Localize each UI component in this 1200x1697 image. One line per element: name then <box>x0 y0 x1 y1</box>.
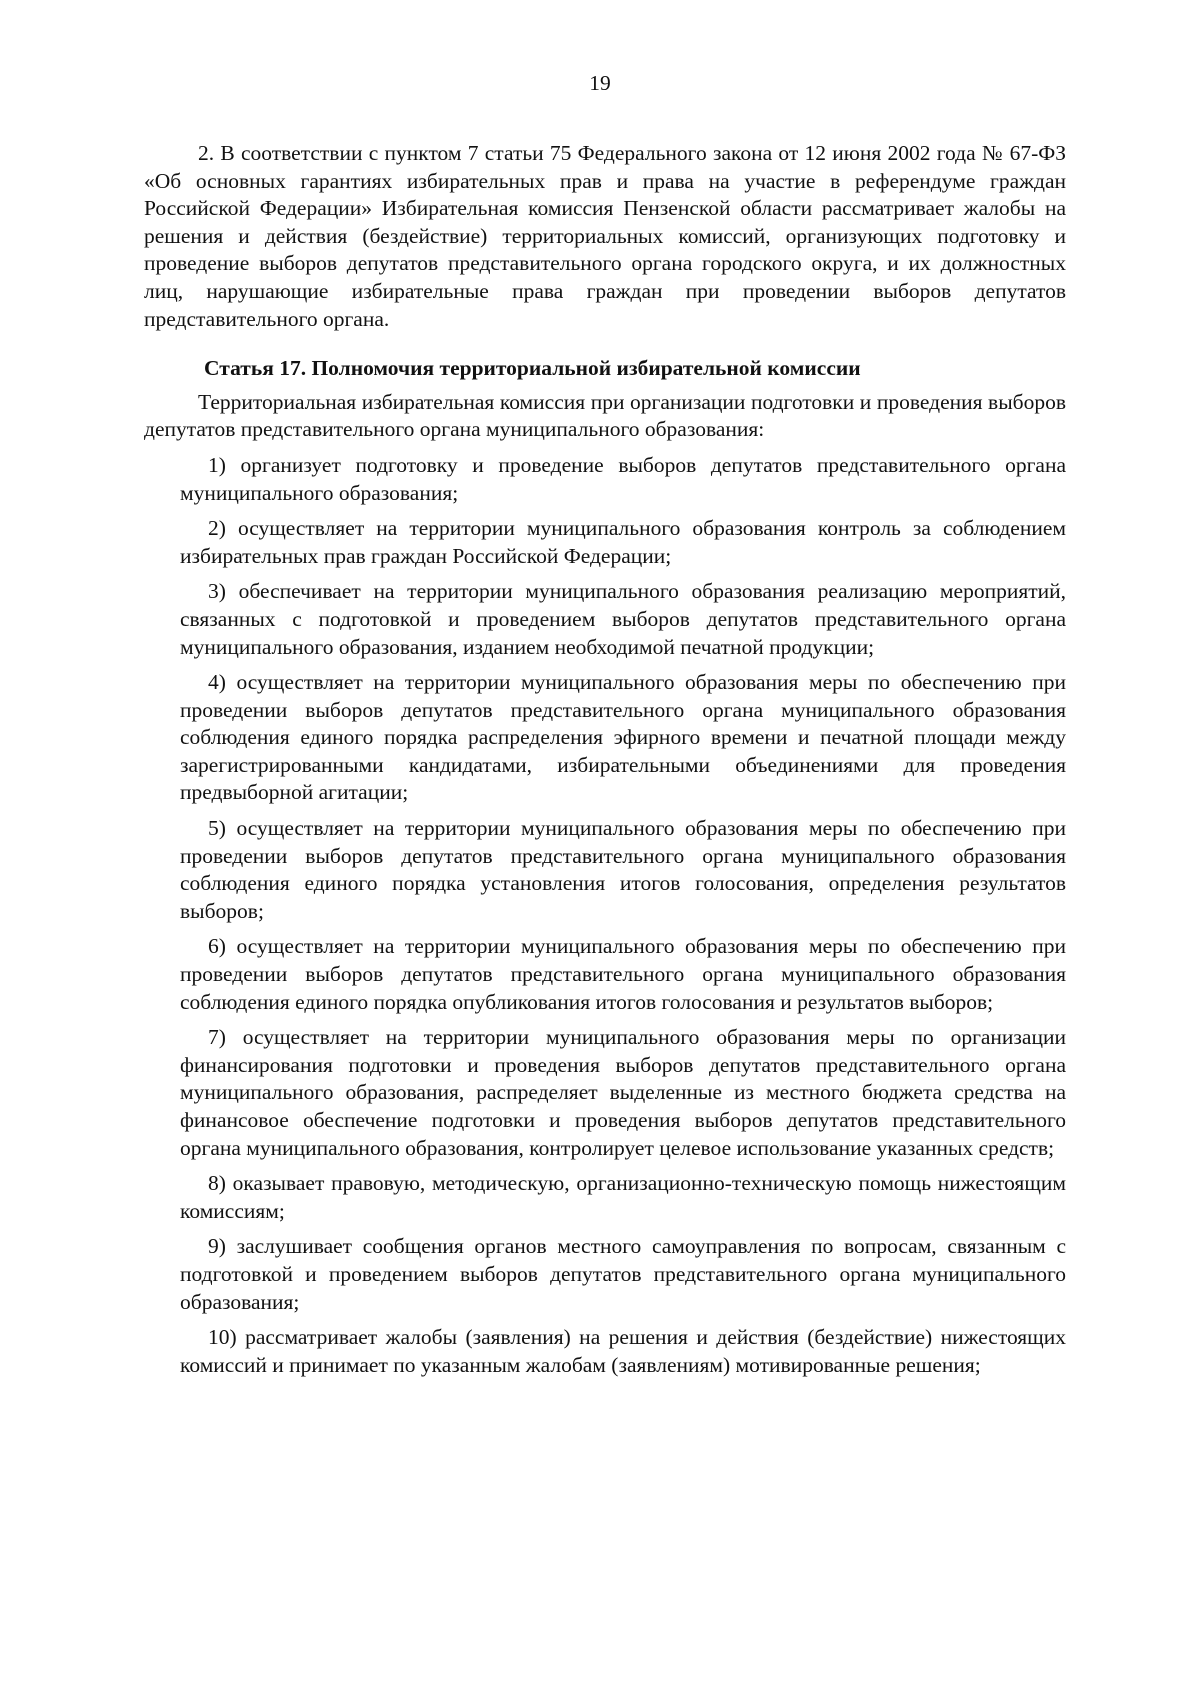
list-item: 7) осуществляет на территории муниципального образования меры по организации финансирования подготовки и проведения выборов депутатов представительного органа муниципального образования, распределяет выделенные из местного бюджета средства на финансовое обеспечение подготовки и проведения выборов депутатов представительного органа муниципального образования, контролирует целевое использование указанных средств; <box>180 1025 1066 1160</box>
paragraph-2: 2. В соответствии с пунктом 7 статьи 75 Федерального закона от 12 июня 2002 года № 67-ФЗ «Об основных гарантиях избирательных прав и права на участие в референдуме граждан Российской Федерации» Избирательная комиссия Пензенской области рассматривает жалобы на решения и действия (бездействие) территориальных комиссий, организующих подготовку и проведение выборов депутатов представительного органа городского округа, и их должностных лиц, нарушающие избирательные права граждан при проведении выборов депутатов представительного органа. <box>144 141 1066 331</box>
list-item: 4) осуществляет на территории муниципального образования меры по обеспечению при проведении выборов депутатов представительного органа муниципального образования соблюдения единого порядка распределения эфирного времени и печатной площади между зарегистрированными кандидатами, избирательными объединениями для проведения предвыборной агитации; <box>180 670 1066 805</box>
article-17-heading: Статья 17. Полномочия территориальной избирательной комиссии <box>204 356 861 381</box>
list-item: 1) организует подготовку и проведение выборов депутатов представительного органа муниципального образования; <box>180 452 1066 505</box>
list-item: 3) обеспечивает на территории муниципального образования реализацию мероприятий, связанных с подготовкой и проведением выборов депутатов представительного органа муниципального образования, изданием необходимой печатной продукции; <box>180 579 1066 659</box>
page-number: 19 <box>589 71 611 95</box>
list-item: 5) осуществляет на территории муниципального образования меры по обеспечению при проведении выборов депутатов представительного органа муниципального образования соблюдения единого порядка установления итогов голосования, определения результатов выборов; <box>180 816 1066 923</box>
article-17-intro: Территориальная избирательная комиссия при организации подготовки и проведения выборов депутатов представительного органа муниципального образования: <box>144 389 1066 442</box>
list-item: 8) оказывает правовую, методическую, организационно-техническую помощь нижестоящим комиссиям; <box>180 1171 1066 1223</box>
list-item: 2) осуществляет на территории муниципального образования контроль за соблюдением избирательных прав граждан Российской Федерации; <box>180 516 1066 568</box>
page-content <box>144 140 1066 1387</box>
list-item: 9) заслушивает сообщения органов местного самоуправления по вопросам, связанным с подготовкой и проведением выборов депутатов представительного органа муниципального образования; <box>180 1234 1066 1314</box>
list-item: 10) рассматривает жалобы (заявления) на решения и действия (бездействие) нижестоящих комиссий и принимает по указанным жалобам (заявлениям) мотивированные решения; <box>180 1325 1066 1377</box>
list-item: 6) осуществляет на территории муниципального образования меры по обеспечению при проведении выборов депутатов представительного органа муниципального образования соблюдения единого порядка опубликования итогов голосования и результатов выборов; <box>180 934 1066 1014</box>
